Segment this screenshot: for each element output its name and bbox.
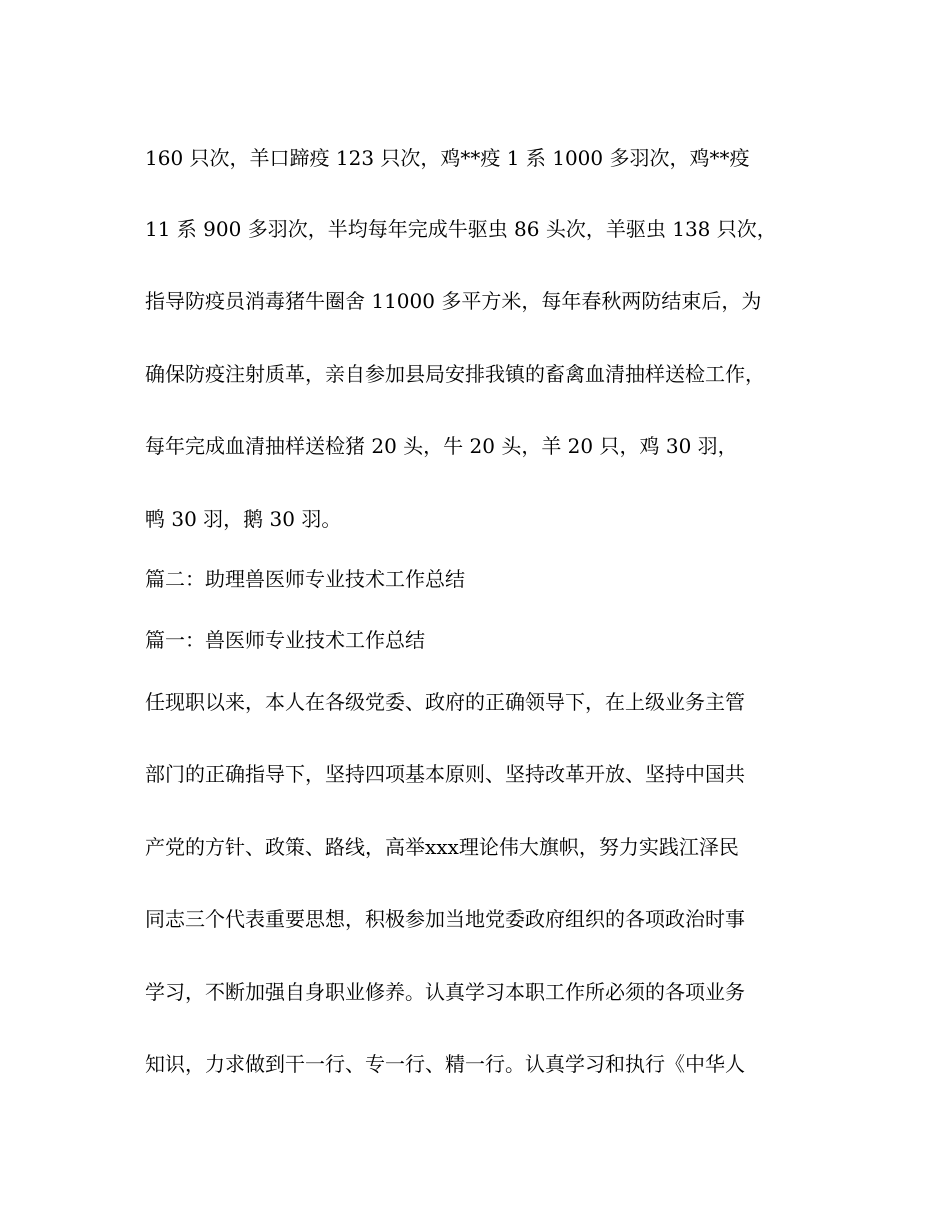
text-line: 指导防疫员消毒猪牛圈舍 11000 多平方米，每年春秋两防结束后，为 — [145, 289, 762, 313]
text-line: 鸭 30 羽，鹅 30 羽。 — [145, 507, 342, 531]
text-line: 160 只次，羊口蹄疫 123 只次，鸡**疫 1 系 1000 多羽次，鸡**疫 — [145, 146, 750, 170]
text-line: 确保防疫注射质革，亲自参加县局安排我镇的畜禽血清抽样送检工作， — [145, 362, 765, 386]
section-heading-part-one: 篇一：兽医师专业技术工作总结 — [145, 628, 425, 652]
text-line: 11 系 900 多羽次，半均每年完成牛驱虫 86 头次，羊驱虫 138 只次， — [145, 217, 777, 241]
text-line: 学习，不断加强自身职业修养。认真学习本职工作所必须的各项业务 — [145, 980, 745, 1004]
text-line: 产党的方针、政策、路线，高举xxx理论伟大旗帜，努力实践江泽民 — [145, 835, 739, 859]
text-line: 任现职以来，本人在各级党委、政府的正确领导下，在上级业务主管 — [145, 690, 745, 714]
section-heading-part-two: 篇二：助理兽医师专业技术工作总结 — [145, 567, 465, 591]
text-line: 部门的正确指导下，坚持四项基本原则、坚持改革开放、坚持中国共 — [145, 762, 745, 786]
text-line: 每年完成血清抽样送检猪 20 头，牛 20 头，羊 20 只，鸡 30 羽， — [145, 434, 738, 458]
text-line: 同志三个代表重要思想，积极参加当地党委政府组织的各项政治时事 — [145, 907, 745, 931]
text-line: 知识，力求做到干一行、专一行、精一行。认真学习和执行《中华人 — [145, 1052, 745, 1076]
